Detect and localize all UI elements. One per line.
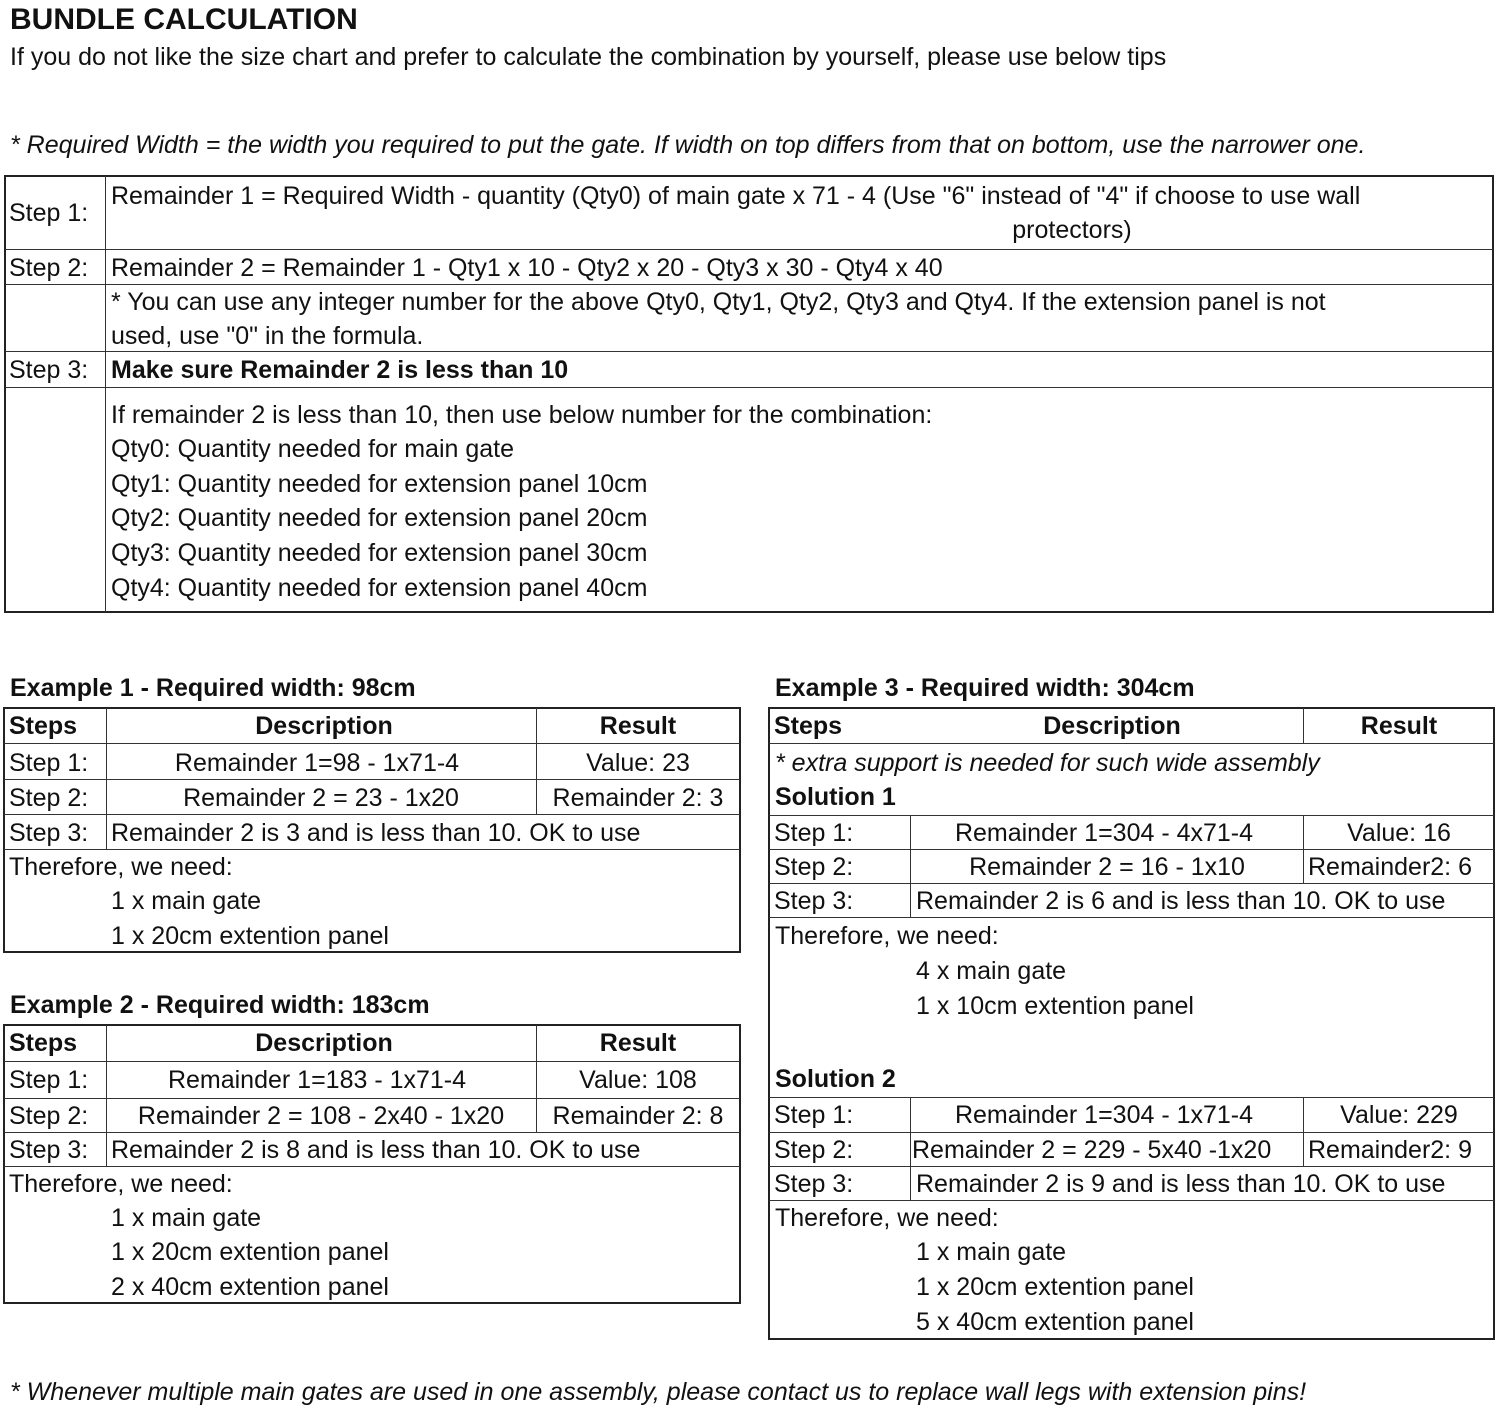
step-description: Remainder 2 is 3 and is less than 10. OK to use: [111, 819, 641, 847]
step-result: Value: 16: [1347, 819, 1451, 847]
therefore-label: Therefore, we need:: [9, 853, 233, 881]
step-label: Step 1:: [774, 819, 854, 847]
need-item: 1 x 10cm extention panel: [916, 992, 1194, 1020]
step-label: Step 1:: [774, 1101, 854, 1129]
need-item: 1 x main gate: [111, 1204, 262, 1232]
step-label: Step 2:: [774, 1136, 854, 1164]
step-description: Remainder 2 is 6 and is less than 10. OK to use: [916, 887, 1446, 915]
qty-line: Qty0: Quantity needed for main gate: [111, 435, 515, 463]
step2-formula: Remainder 2 = Remainder 1 - Qty1 x 10 - Qty2 x 20 - Qty3 x 30 - Qty4 x 40: [111, 254, 943, 282]
step-description: Remainder 1=183 - 1x71-4: [167, 1066, 467, 1094]
need-item: 2 x 40cm extention panel: [111, 1273, 389, 1301]
need-item: 1 x 20cm extention panel: [111, 1238, 389, 1266]
step-description: Remainder 2 = 23 - 1x20: [183, 784, 459, 812]
therefore-label: Therefore, we need:: [9, 1170, 233, 1198]
result-header: Result: [1360, 712, 1438, 740]
step1-formula: Remainder 1 = Required Width - quantity (Qty0) of main gate x 71 - 4 (Use "6" instead of "4" if choose to use wall: [111, 182, 1361, 210]
need-item: 1 x main gate: [111, 887, 262, 915]
example1-title: Example 1 - Required width: 98cm: [10, 674, 416, 702]
step-description: Remainder 1=98 - 1x71-4: [174, 749, 460, 777]
required-width-note: * Required Width = the width you required to put the gate. If width on top differs from that on bottom, use the narrower one.: [10, 131, 1366, 159]
step-result: Remainder2: 6: [1308, 853, 1472, 881]
step-label: Step 1:: [9, 1066, 89, 1094]
step-result: Remainder 2: 3: [552, 784, 724, 812]
combination-intro: If remainder 2 is less than 10, then use below number for the combination:: [111, 401, 933, 429]
qty-line: Qty2: Quantity needed for extension panel 20cm: [111, 504, 648, 532]
step3-label: Step 3:: [9, 356, 89, 384]
step1-label: Step 1:: [9, 199, 89, 227]
step-description: Remainder 2 = 16 - 1x10: [969, 853, 1245, 881]
step-description: Remainder 1=304 - 4x71-4: [954, 819, 1254, 847]
step-label: Step 3:: [774, 887, 854, 915]
step-description: Remainder 2 is 8 and is less than 10. OK to use: [111, 1136, 641, 1164]
integer-note-cont: used, use "0" in the formula.: [111, 322, 424, 350]
qty-line: Qty1: Quantity needed for extension panel 10cm: [111, 470, 648, 498]
step-result: Value: 108: [579, 1066, 697, 1094]
need-item: 1 x main gate: [916, 1238, 1067, 1266]
steps-header: Steps: [9, 1029, 78, 1057]
support-note: * extra support is needed for such wide assembly: [775, 749, 1320, 777]
integer-note: * You can use any integer number for the above Qty0, Qty1, Qty2, Qty3 and Qty4. If the extension panel is not: [111, 288, 1326, 316]
steps-header: Steps: [9, 712, 78, 740]
description-header: Description: [255, 1029, 393, 1057]
need-item: 5 x 40cm extention panel: [916, 1308, 1194, 1336]
step-label: Step 2:: [9, 784, 89, 812]
step-description: Remainder 2 = 108 - 2x40 - 1x20: [137, 1102, 505, 1130]
step-result: Value: 229: [1340, 1101, 1458, 1129]
step-result: Value: 23: [586, 749, 690, 777]
solution1-title: Solution 1: [775, 783, 896, 811]
step-label: Step 3:: [9, 1136, 89, 1164]
step-label: Step 2:: [9, 1102, 89, 1130]
example2-title: Example 2 - Required width: 183cm: [10, 991, 430, 1019]
step-label: Step 3:: [9, 819, 89, 847]
step3-rule: Make sure Remainder 2 is less than 10: [111, 356, 569, 384]
steps-header: Steps: [774, 712, 843, 740]
result-header: Result: [599, 1029, 677, 1057]
need-item: 4 x main gate: [916, 957, 1067, 985]
example3-title: Example 3 - Required width: 304cm: [775, 674, 1195, 702]
need-item: 1 x 20cm extention panel: [916, 1273, 1194, 1301]
step-description: Remainder 2 is 9 and is less than 10. OK to use: [916, 1170, 1446, 1198]
step-description: Remainder 2 = 229 - 5x40 -1x20: [912, 1136, 1272, 1164]
step-label: Step 1:: [9, 749, 89, 777]
qty-line: Qty3: Quantity needed for extension panel 30cm: [111, 539, 648, 567]
page-subtitle: If you do not like the size chart and prefer to calculate the combination by yourself, please use below tips: [10, 43, 1167, 71]
therefore-label: Therefore, we need:: [775, 922, 999, 950]
solution2-title: Solution 2: [775, 1065, 896, 1093]
need-item: 1 x 20cm extention panel: [111, 922, 389, 950]
footer-note: * Whenever multiple main gates are used in one assembly, please contact us to replace wall legs with extension pins!: [10, 1378, 1307, 1406]
step1-formula-cont: protectors): [1012, 216, 1132, 244]
step2-label: Step 2:: [9, 254, 89, 282]
step-result: Remainder2: 9: [1308, 1136, 1472, 1164]
page-title: BUNDLE CALCULATION: [10, 3, 358, 36]
step-result: Remainder 2: 8: [552, 1102, 724, 1130]
therefore-label: Therefore, we need:: [775, 1204, 999, 1232]
step-label: Step 3:: [774, 1170, 854, 1198]
result-header: Result: [599, 712, 677, 740]
step-label: Step 2:: [774, 853, 854, 881]
description-header: Description: [255, 712, 393, 740]
description-header: Description: [1043, 712, 1181, 740]
step-description: Remainder 1=304 - 1x71-4: [954, 1101, 1254, 1129]
qty-line: Qty4: Quantity needed for extension panel 40cm: [111, 574, 648, 602]
